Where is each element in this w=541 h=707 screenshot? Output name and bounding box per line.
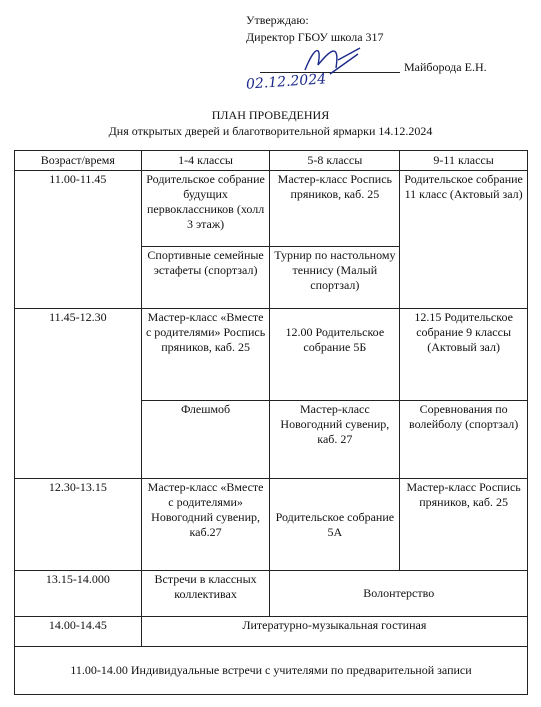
event-cell: Турнир по настольному теннису (Малый спортзал) — [270, 247, 400, 309]
table-row — [15, 571, 528, 617]
header-grades-9-11: 9-11 классы — [400, 151, 528, 171]
event-cell: 12.15 Родительское собрание 9 классы (Актовый зал) — [400, 309, 528, 401]
table-row — [15, 171, 528, 247]
event-cell: Мастер-класс «Вместе с родителями» Новогодний сувенир, каб.27 — [141, 479, 270, 571]
time-cell: 11.00-11.45 — [15, 171, 142, 309]
event-cell: Мастер-класс Новогодний сувенир, каб. 27 — [270, 401, 400, 479]
event-cell: Мастер-класс «Вместе с родителями» Роспись пряников, каб. 25 — [141, 309, 270, 401]
header-grades-5-8: 5-8 классы — [270, 151, 400, 171]
document-subtitle: Дня открытых дверей и благотворительной ярмарки 14.12.2024 — [108, 124, 433, 138]
event-cell: Литературно-музыкальная гостиная — [141, 617, 527, 647]
table-row — [15, 647, 528, 695]
header-grades-1-4: 1-4 классы — [141, 151, 270, 171]
director-name: Майборода Е.Н. — [404, 60, 487, 74]
event-cell: 12.00 Родительское собрание 5Б — [270, 309, 400, 401]
event-cell: Родительское собрание 11 класс (Актовый зал) — [400, 171, 528, 309]
event-cell: Родительское собрание будущих первоклассников (холл 3 этаж) — [141, 171, 270, 247]
table-row — [15, 479, 528, 571]
event-cell: Соревнования по волейболу (спортзал) — [400, 401, 528, 479]
table-row — [15, 309, 528, 401]
handwritten-date: 02.12.2024 — [245, 71, 327, 93]
time-cell: 12.30-13.15 — [15, 479, 142, 571]
event-cell: Родительское собрание 5А — [270, 479, 400, 571]
time-cell: 11.45-12.30 — [15, 309, 142, 479]
event-cell: Волонтерство — [270, 571, 528, 617]
event-cell: Мастер-класс Роспись пряников, каб. 25 — [270, 171, 400, 247]
approval-line-2: Директор ГБОУ школа 317 — [246, 30, 384, 44]
time-cell: 13.15-14.000 — [15, 571, 142, 617]
event-cell: Флешмоб — [141, 401, 270, 479]
time-cell: 14.00-14.45 — [15, 617, 142, 647]
event-cell: Спортивные семейные эстафеты (спортзал) — [141, 247, 270, 309]
table-header-row — [15, 151, 528, 171]
schedule-table — [14, 150, 528, 695]
footer-cell: 11.00-14.00 Индивидуальные встречи с учителями по предварительной записи — [15, 647, 528, 695]
table-row — [15, 617, 528, 647]
event-cell: Мастер-класс Роспись пряников, каб. 25 — [400, 479, 528, 571]
event-cell: Встречи в классных коллективах — [141, 571, 270, 617]
document-title: ПЛАН ПРОВЕДЕНИЯ — [211, 108, 330, 122]
header-age-time: Возраст/время — [15, 151, 142, 171]
approval-line-1: Утверждаю: — [246, 13, 309, 27]
